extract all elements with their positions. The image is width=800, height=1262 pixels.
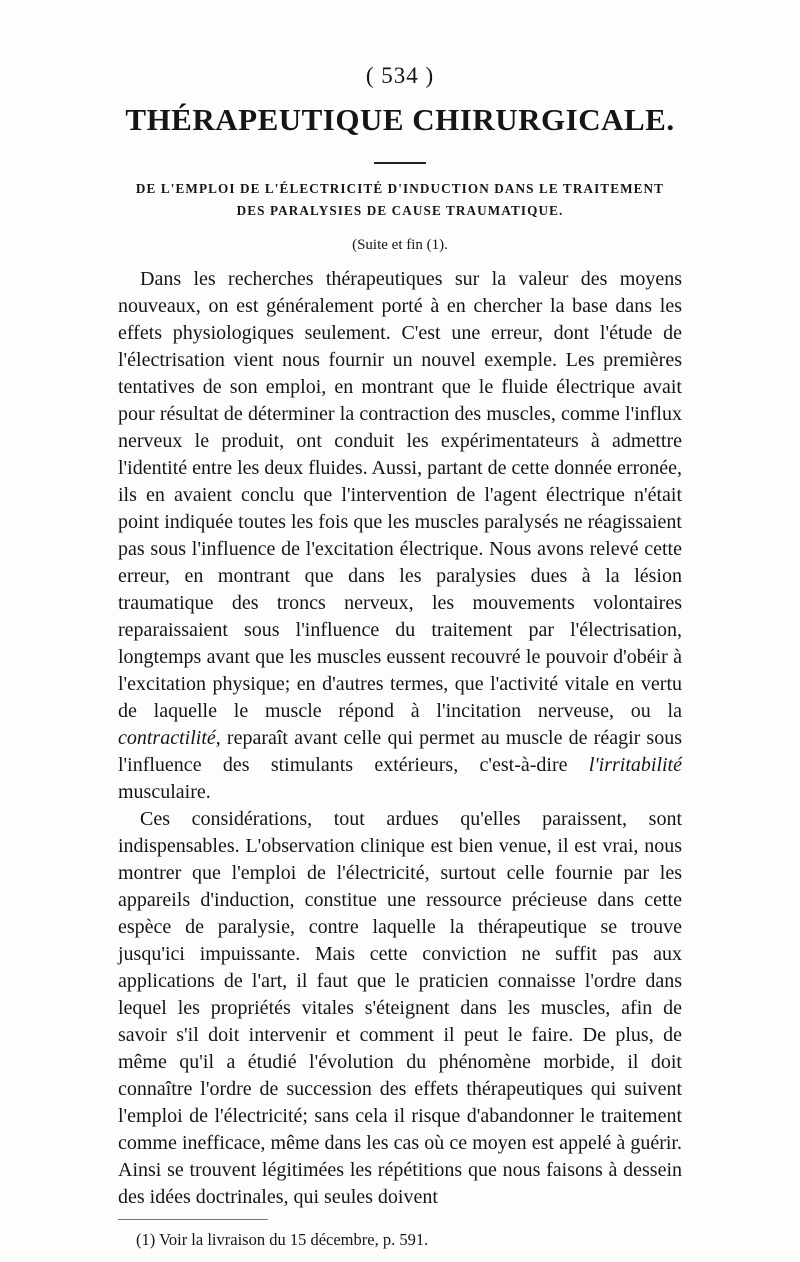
paragraph-1 [118, 266, 682, 806]
footnote: (1) Voir la livraison du 15 décembre, p. 591. [136, 1230, 429, 1249]
paragraph-2: Ces considérations, tout ardues qu'elles paraissent, sont indispensables. L'observation clinique est bien venue, il est vrai, nous montrer que l'emploi de l'électricité, surtout celle fournie par les appareils d'induction, constitue une ressource précieuse dans cette espèce de paralysie, contre laquelle la thérapeutique se trouve jusqu'ici impuissante. Mais cette conviction ne suffit pas aux applications de l'art, il faut que le praticien connaisse l'ordre dans lequel les propriétés vitales s'éteignent dans les muscles, afin de savoir s'il doit intervenir et comment il peut le faire. De plus, de même qu'il a étudié l'évolution du phénomène morbide, il doit connaître l'ordre de succession des effets thérapeutiques qui suivent l'emploi de l'électricité; sans cela il risque d'abandonner le traitement comme inefficace, même dans les cas où ce moyen est appelé à guérir. Ainsi se trouvent légitimées les répétitions que nous faisons à dessein des idées doctrinales, qui seules doivent [118, 808, 682, 1208]
footnote-divider [118, 1219, 268, 1220]
paragraph-1-emphasis-contractilite: contractilité [118, 727, 216, 749]
paragraph-1-emphasis-irritabilite: l'irritabilité [588, 754, 682, 776]
section-subtitle: DES PARALYSIES DE CAUSE TRAUMATIQUE. [236, 203, 564, 218]
paragraph-1-text-b: , reparaît avant celle qui permet au muscle de réagir sous l'influence des stimulants extérieurs, c'est-à-dire [118, 727, 682, 776]
section-title: DE L'EMPLOI DE L'ÉLECTRICITÉ D'INDUCTION DANS LE TRAITEMENT [135, 181, 665, 196]
paragraph-1-text-a: Dans les recherches thérapeutiques sur la valeur des moyens nouveaux, on est généralement porté à en chercher la base dans les effets physiologiques seulement. C'est une erreur, dont l'étude de l'électrisation vient nous fournir un nouvel exemple. Les premières tentatives de son emploi, en montrant que le fluide électrique avait pour résultat de déterminer la contraction des muscles, comme l'influx nerveux le produit, ont conduit les expérimentateurs à admettre l'identité entre les deux fluides. Aussi, partant de cette donnée erronée, ils en avaient conclu que l'intervention de l'agent électrique n'était point indiquée toutes les fois que les muscles paralysés ne réagissaient pas sous l'influence de l'excitation électrique. Nous avons relevé cette erreur, en montrant que dans les paralysies dues à la lésion traumatique des troncs nerveux, les mouvements volontaires reparaissaient sous l'influence du traitement par l'électrisation, longtemps avant que les muscles eussent recouvré le pouvoir d'obéir à l'excitation physique; en d'autres termes, que l'activité vitale en vertu de laquelle le muscle répond à l'incitation nerveuse, ou la [118, 268, 682, 722]
paragraph-1-text-c: musculaire. [118, 781, 211, 803]
article-body [118, 266, 682, 1211]
title-divider [374, 162, 426, 164]
page-number: ( 534 ) [365, 63, 435, 88]
page-title: THÉRAPEUTIQUE CHIRURGICALE. [125, 102, 675, 137]
continuation-note: (Suite et fin (1). [352, 237, 448, 253]
